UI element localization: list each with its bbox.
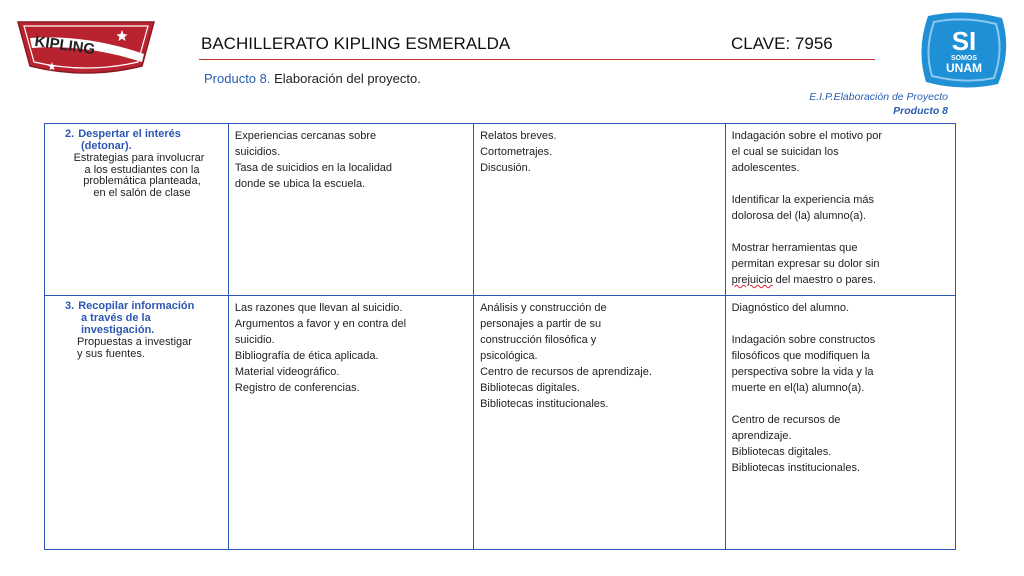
stage-description: Propuestas a investigar y sus fuentes. [77, 336, 192, 360]
kipling-logo [12, 14, 160, 82]
subtitle-product: Producto 8. [204, 71, 271, 86]
stage-title: 2. Despertar el interés (detonar). [65, 128, 181, 152]
unam-logo-si: SI [951, 26, 977, 56]
header-divider [199, 59, 875, 60]
stage-title: 3. Recopilar información a través de la investigación. [65, 300, 195, 336]
activities-cell: Relatos breves. Cortometrajes. Discusión. [474, 124, 726, 296]
school-code: CLAVE: 7956 [731, 34, 833, 53]
objectives-cell: Diagnóstico del alumno. Indagación sobre constructos filosóficos que modifiquen la perspectiva sobre la vida y la muerte en el(la) alumno(a). Centro de recursos de aprendizaje. Bibliotecas digitales. Bibliotecas institucionales. [725, 296, 955, 550]
table-row [45, 124, 956, 296]
resources-cell: Experiencias cercanas sobre suicidios. Tasa de suicidios en la localidad donde se ubica la escuela. [228, 124, 473, 296]
eip-label [809, 90, 948, 118]
activities-cell: Análisis y construcción de personajes a partir de su construcción filosófica y psicológica. Centro de recursos de aprendizaje. Bibliotecas digitales. Bibliotecas institucionales. [474, 296, 726, 550]
eip-product: Producto 8 [893, 105, 948, 117]
eip-title: E.I.P.Elaboración de Proyecto [809, 91, 948, 103]
unam-logo-unam: UNAM [946, 61, 982, 75]
stage-cell [45, 296, 229, 550]
project-table [44, 123, 956, 550]
unam-logo-somos: SOMOS [950, 55, 978, 62]
stage-cell [45, 124, 229, 296]
unam-logo [918, 10, 1010, 90]
table-row [45, 296, 956, 550]
subtitle-text: Elaboración del proyecto. [270, 71, 421, 86]
kipling-logo-text: KIPLING [33, 32, 97, 59]
document-subtitle [204, 71, 421, 86]
resources-cell: Las razones que llevan al suicidio. Argumentos a favor y en contra del suicidio. Bibliografía de ética aplicada. Material videográfico. Registro de conferencias. [228, 296, 473, 550]
objectives-cell: Indagación sobre el motivo por el cual se suicidan los adolescentes. Identificar la experiencia más dolorosa del (la) alumno(a). Mostrar herramientas que permitan expresar su dolor sin prejuicio del maestro o pares. [725, 124, 955, 296]
stage-description: Estrategias para involucrar a los estudiantes con la problemática planteada, en el salón de clase [73, 152, 205, 199]
school-name: BACHILLERATO KIPLING ESMERALDA [201, 34, 511, 53]
